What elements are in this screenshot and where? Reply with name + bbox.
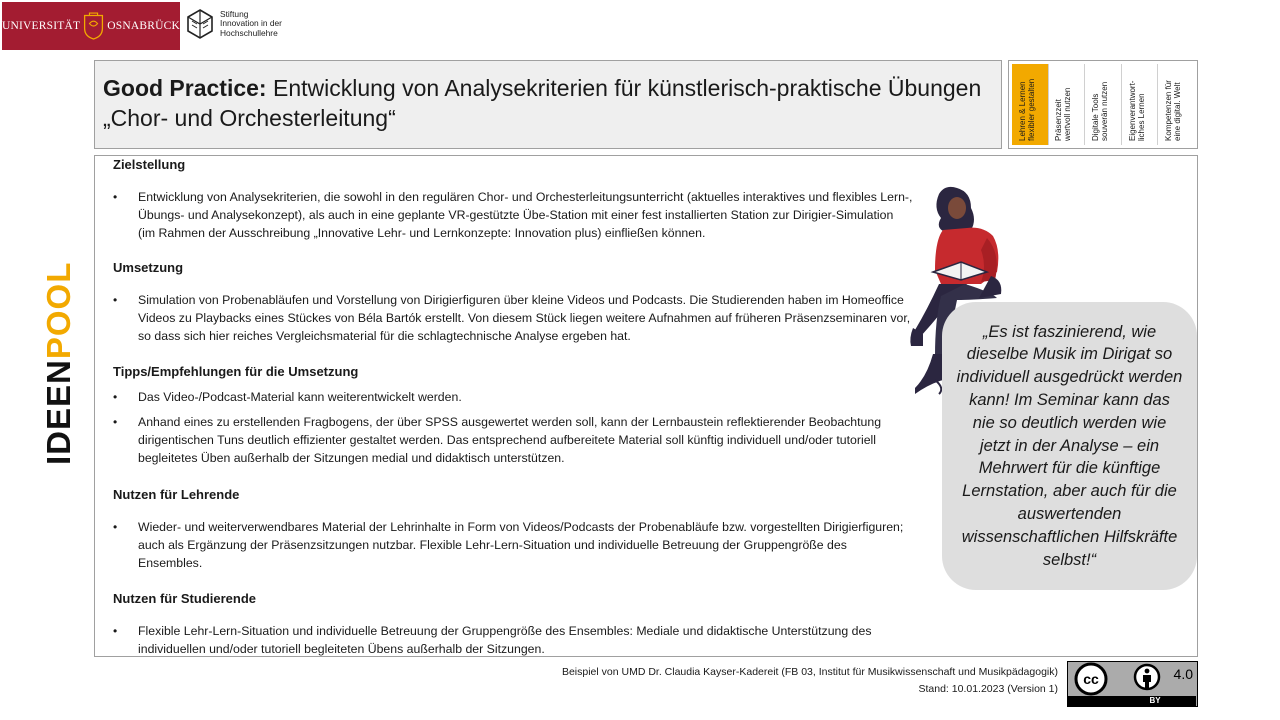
stiftung-logo <box>186 8 282 40</box>
category-digitale-tools <box>1085 64 1122 145</box>
bullet-list <box>113 518 913 572</box>
category-strip <box>1008 60 1198 149</box>
footer <box>562 664 1058 698</box>
bullet-item: • Flexible Lehr-Lern-Situation und individuelle Betreuung der Gruppengröße des Ensembles: Mediale und didaktische Unterstützung des individuellen und/oder tutoriell begleiteten Übens außerhalb der Sitzungen. <box>113 622 913 658</box>
section-heading: Umsetzung <box>113 260 184 275</box>
category-label: Lehren & Lernen flexibler gestalten <box>1017 78 1036 141</box>
license-by-label: BY <box>1068 696 1196 706</box>
section-nutzen-studierende <box>113 591 913 665</box>
category-label: Kompetenzen für eine digital. Welt <box>1164 80 1183 141</box>
category-label: Eigenverantwort- liches Lernen <box>1127 80 1146 141</box>
stiftung-line: Hochschullehre <box>220 27 278 38</box>
license-version: 4.0 <box>1173 666 1193 682</box>
bullet-item: • Simulation von Probenabläufen und Vorstellung von Dirigierfiguren über kleine Videos und Podcasts. Die Studierenden haben im Homeoffice Videos zu Playbacks eines Stückes von Béla Bartók erstellt. Von diesem Stück liegen weitere Aufnahmen auf früheren Präsenzseminaren vor, so dass sich hier reiches Vergleichsmaterial für die schlagtechnische Analyse ergeben hat. <box>113 291 913 345</box>
section-heading: Zielstellung <box>113 157 186 172</box>
cc-icon <box>1071 662 1115 696</box>
stiftung-line: Stiftung <box>220 8 249 19</box>
bullet-list <box>113 622 913 658</box>
footer-stand: Stand: 10.01.2023 (Version 1) <box>918 683 1058 695</box>
category-label: Präsenzzeit wertvoll nutzen <box>1054 87 1073 141</box>
category-eigenverantwortlich <box>1122 64 1159 145</box>
bullet-item: • Wieder- und weiterverwendbares Material der Lehrinhalte in Form von Videos/Podcasts der Probenabläufe bzw. vorgestellten Dirigierfiguren; auch als Ergänzung der Präsenzsitzungen nutzbar. Flexible Lehr-Lern-Situation und individuelle Betreuung der Gruppengröße des Ensembles. <box>113 518 913 572</box>
category-kompetenzen <box>1158 64 1194 145</box>
section-heading: Nutzen für Lehrende <box>113 487 240 502</box>
footer-credit: Beispiel von UMD Dr. Claudia Kayser-Kadereit (FB 03, Institut für Musikwissenschaft und Musikpädagogik) <box>561 666 1058 678</box>
bullet-item: • Entwicklung von Analysekriterien, die sowohl in den regulären Chor- und Orchesterleitungsunterricht (aktuelles interaktives und flexibles Lern-, Übungs- und Analysekonzept), als auch in eine geplante VR-gestützte Übe-Station mit einer fest installierten Station zur Dirigier-Simulation (im Rahmen der Ausschreibung „Innovative Lehr- und Lernkonzepte: Innovation plus) einfließen können. <box>113 188 913 242</box>
section-tipps <box>113 364 913 474</box>
category-praesenzzeit <box>1049 64 1086 145</box>
crest-icon <box>83 9 104 43</box>
quote-bubble <box>942 302 1197 590</box>
cc-license-badge[interactable] <box>1067 661 1198 707</box>
title-box <box>94 60 1002 149</box>
stiftung-line: Innovation in der <box>220 18 282 29</box>
attribution-icon <box>1127 662 1167 696</box>
section-nutzen-lehrende <box>113 487 913 579</box>
bullet-list <box>113 188 913 242</box>
section-heading: Nutzen für Studierende <box>113 591 257 606</box>
cc-icon-label: cc <box>1083 671 1099 687</box>
title-prefix: Good Practice: <box>103 75 267 101</box>
cube-icon <box>186 8 214 40</box>
bullet-item: • Anhand eines zu erstellenden Fragbogens, der über SPSS ausgewertet werden soll, kann der Lernbaustein reflektierender Beobachtung dirigentischen Tuns deutlich effizienter gestaltet werden. Das entsprechend aufbereitete Material soll künftig individuell und/oder tutoriell begleitetes Üben außerhalb der Sitzungen medial und didaktisch unterstützen. <box>113 413 913 467</box>
brand-part-3: POOL <box>40 261 77 360</box>
university-logo <box>2 2 180 50</box>
title-text: Entwicklung von Analysekriterien für künstlerisch-praktische Übungen „Chor- und Orchesterleitung“ <box>103 75 982 131</box>
quote-text: „Es ist faszinierend, wie dieselbe Musik im Dirigat so individuell ausgedrückt werden kann! Im Seminar kann das nie so deutlich werden wie jetzt in der Analyse – ein Mehrwert für die künftige Lernstation, aber auch für die auswertenden wissenschaftlichen Hilfskräfte selbst!“ <box>956 322 1183 569</box>
category-flexibel <box>1012 64 1049 145</box>
category-label: Digitale Tools souverän nutzen <box>1090 81 1109 141</box>
bullet-list <box>113 388 913 467</box>
section-heading: Tipps/Empfehlungen für die Umsetzung <box>113 364 359 379</box>
page-title <box>103 73 993 133</box>
stiftung-text <box>220 10 282 39</box>
brand-part-2: EEN <box>40 359 77 430</box>
ideenpool-logo <box>40 262 78 465</box>
university-logo-left: UNIVERSITÄT <box>2 20 81 32</box>
section-zielstellung <box>113 157 913 249</box>
bullet-list <box>113 291 913 345</box>
bullet-item: • Das Video-/Podcast-Material kann weiterentwickelt werden. <box>113 388 913 406</box>
university-logo-right: OSNABRÜCK <box>107 20 180 32</box>
section-umsetzung <box>113 260 913 352</box>
brand-part-1: ID <box>40 430 77 465</box>
